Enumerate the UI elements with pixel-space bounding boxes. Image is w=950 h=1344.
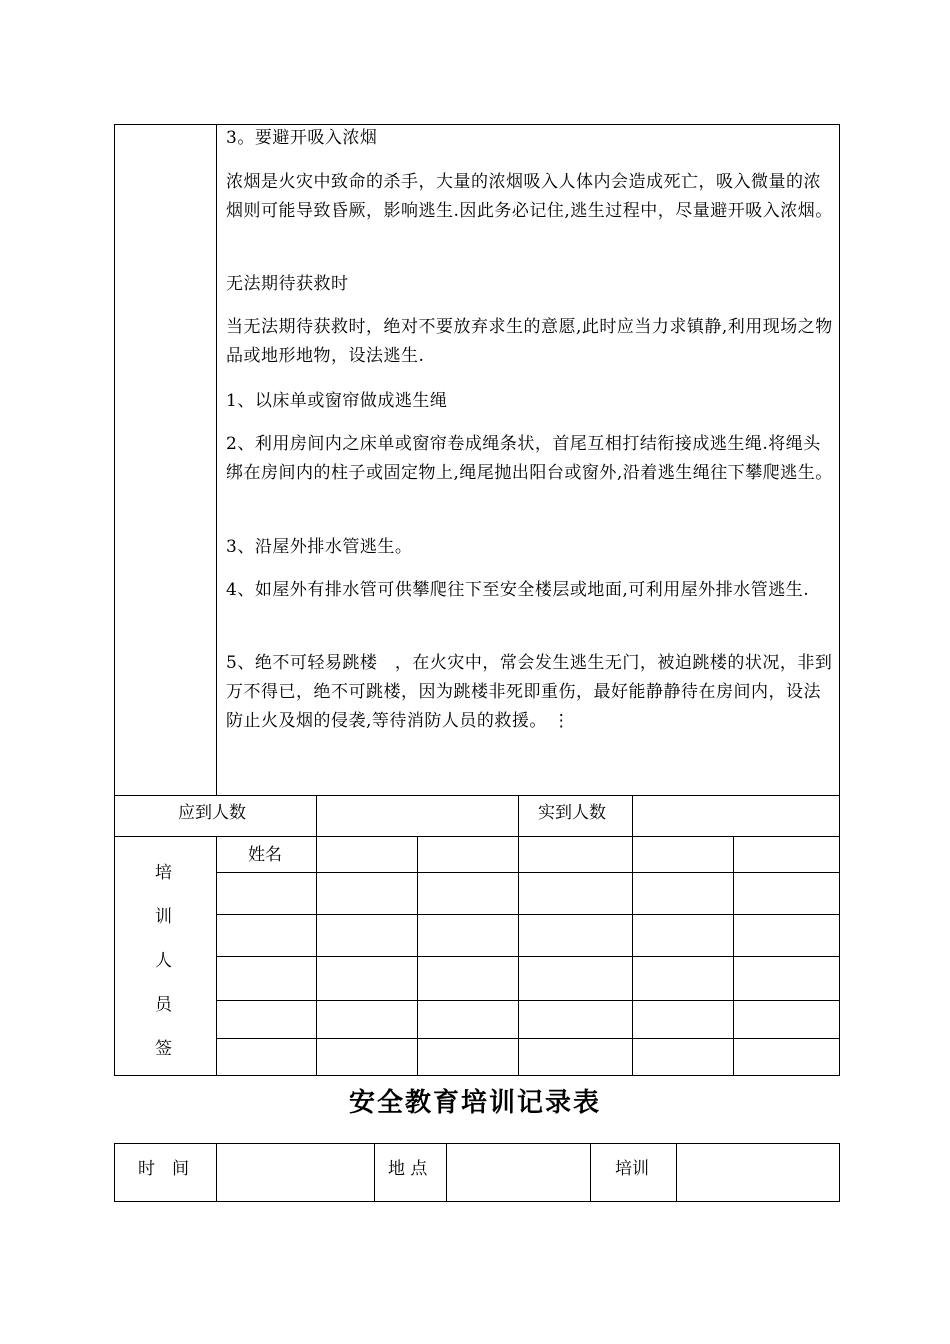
column-line [839,1143,840,1202]
row-line [114,1201,840,1202]
content-paragraph: 无法期待获救时 [226,274,349,294]
content-paragraph: 2、利用房间内之床单或窗帘卷成绳条状，首尾互相打结衔接成逃生绳.将绳头绑在房间内的柱子或固定物上,绳尾抛出阳台或窗外,沿着逃生绳往下攀爬逃生。 [226,434,833,483]
expected-count-label: 应到人数 [178,803,246,823]
content-paragraph: 5、绝不可轻易跳楼 ，在火灾中，常会发生逃生无门，被迫跳楼的状况，非到万不得已，绝不可跳楼，因为跳楼非死即重伤，最好能静静待在房间内，设法防止火及烟的侵袭,等待消防人员的救援。 ⋮ [226,653,833,731]
training-field[interactable] [677,1144,838,1200]
column-line [374,1143,375,1202]
content-paragraph: 4、如屋外有排水管可供攀爬往下至安全楼层或地面,可利用屋外排水管逃生. [226,580,810,600]
column-line [590,1143,591,1202]
row-line [216,1038,840,1039]
row-line [216,956,840,957]
row-line [216,914,840,915]
content-column-divider [216,124,217,795]
row-line [216,1000,840,1001]
column-line [114,1143,115,1202]
expected-count-field[interactable] [317,796,517,835]
column-line [518,795,519,836]
time-label: 时 间 [138,1159,189,1179]
place-field[interactable] [447,1144,589,1200]
content-paragraph: 3。要避开吸入浓烟 [226,128,378,148]
sign-side-char: 人 [155,951,172,971]
row-line [114,836,840,837]
sign-side-char: 训 [155,907,172,927]
row-line [114,1075,840,1076]
place-label: 地 点 [388,1159,428,1179]
sign-side-char: 员 [155,995,172,1015]
table-left-border [114,124,115,1075]
row-line [216,872,840,873]
content-paragraph: 当无法期待获救时，绝对不要放弃求生的意愿,此时应当力求镇静,利用现场之物品或地形地物，设法逃生. [226,317,833,366]
training-label: 培训 [615,1159,649,1179]
content-paragraph: 1、以床单或窗帘做成逃生绳 [226,391,448,411]
sign-side-char: 签 [155,1039,172,1059]
form-title: 安全教育培训记录表 [348,1088,601,1118]
time-field[interactable] [217,1144,373,1200]
actual-count-label: 实到人数 [538,803,606,823]
table-right-border [839,124,840,1075]
actual-count-field[interactable] [633,796,838,835]
content-paragraph: 3、沿屋外排水管逃生。 [226,537,413,557]
name-column-header: 姓名 [248,845,282,865]
sign-side-char: 培 [155,863,172,883]
content-paragraph: 浓烟是火灾中致命的杀手，大量的浓烟吸入人体内会造成死亡，吸入微量的浓烟则可能导致昏厥，影响逃生.因此务必记住,逃生过程中，尽量避开吸入浓烟。 [226,172,833,221]
